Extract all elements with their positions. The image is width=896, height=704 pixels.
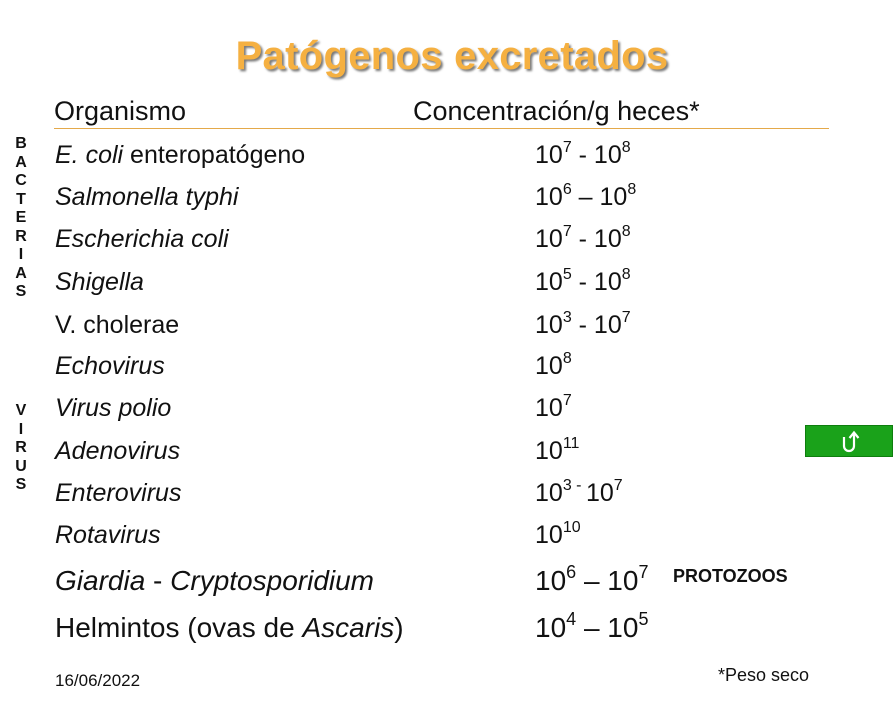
concentration-base: 10	[535, 311, 563, 339]
organism-name-part: Cryptosporidium	[170, 565, 375, 596]
organism-name	[55, 479, 181, 508]
concentration-base: 10	[535, 268, 563, 296]
concentration-base: 10	[535, 225, 563, 253]
header-divider	[54, 128, 829, 129]
organism-name-part: Giardia	[55, 565, 146, 596]
concentration-base: 10	[535, 612, 567, 643]
side-letter: E	[15, 209, 27, 226]
organism-name-part: Echovirus	[55, 352, 165, 380]
table-row	[0, 437, 896, 479]
slide-date: 16/06/2022	[55, 671, 141, 690]
concentration-value	[535, 311, 631, 340]
table-row	[0, 352, 896, 394]
concentration-value	[535, 183, 636, 212]
concentration-value	[535, 394, 572, 423]
concentration-base: – 10	[576, 612, 639, 643]
organism-name-part: Virus polio	[55, 394, 172, 422]
side-letter: A	[15, 153, 27, 171]
organism-name-part: Shigella	[55, 268, 144, 296]
concentration-base: 10	[535, 352, 563, 380]
table-row	[0, 521, 896, 563]
organism-name-part: Escherichia coli	[55, 225, 229, 253]
organism-name-part: enteropatógeno	[123, 141, 306, 169]
table-row	[0, 609, 896, 654]
column-header-concentracion: Concentración/g heces*	[413, 96, 700, 126]
concentration-exponent: 7	[621, 309, 631, 326]
concentration-exponent: 8	[621, 139, 631, 156]
table-row	[0, 479, 896, 521]
side-letter: B	[15, 135, 27, 152]
table-row	[0, 394, 896, 436]
concentration-value	[535, 562, 649, 597]
side-letter: R	[15, 227, 27, 245]
organism-name	[55, 394, 171, 423]
concentration-exponent: 11	[562, 435, 580, 452]
concentration-exponent: 8	[621, 266, 631, 283]
organism-name-part: V. cholerae	[55, 311, 180, 339]
table-row	[0, 311, 896, 353]
concentration-exponent: 6	[562, 181, 572, 198]
concentration-base: 10	[535, 141, 563, 169]
concentration-base: - 10	[571, 141, 622, 169]
concentration-base: – 10	[576, 565, 639, 596]
concentration-exponent: 6	[566, 562, 577, 582]
concentration-base: 10	[585, 479, 614, 507]
column-header-organismo: Organismo	[54, 96, 187, 126]
concentration-exponent: 8	[562, 350, 572, 367]
concentration-exponent: 7	[562, 139, 572, 156]
concentration-base: – 10	[571, 183, 628, 211]
side-letter: V	[15, 402, 27, 419]
side-letter: T	[16, 190, 26, 208]
side-letter: I	[18, 420, 24, 438]
concentration-exponent: 5	[638, 609, 649, 629]
concentration-base: 10	[535, 565, 567, 596]
side-letter: S	[15, 476, 27, 493]
concentration-base: - 10	[571, 311, 622, 339]
concentration-base: 10	[535, 521, 563, 549]
concentration-exponent: 8	[627, 181, 637, 198]
concentration-exponent: 4	[566, 609, 577, 629]
organism-name-part: Rotavirus	[55, 521, 161, 549]
concentration-exponent: 3 -	[562, 477, 586, 494]
concentration-value	[535, 141, 631, 170]
concentration-base: 10	[535, 183, 563, 211]
concentration-base: 10	[535, 479, 563, 507]
organism-name-part: Helmintos (ovas de	[55, 612, 303, 643]
organism-name	[55, 565, 374, 597]
side-letter: S	[15, 283, 27, 300]
side-letter: R	[15, 439, 27, 456]
organism-name	[55, 612, 404, 644]
concentration-exponent: 7	[638, 562, 649, 582]
concentration-value	[535, 479, 623, 508]
concentration-exponent: 7	[562, 392, 572, 409]
side-letter: C	[15, 172, 27, 189]
concentration-value	[535, 268, 631, 297]
concentration-exponent: 8	[621, 223, 631, 240]
table-row	[0, 183, 896, 225]
footnote: *Peso seco	[718, 665, 810, 685]
organism-name-part: Salmonella typhi	[55, 183, 239, 211]
concentration-value	[535, 521, 581, 550]
concentration-base: 10	[535, 394, 563, 422]
side-letter: A	[15, 264, 27, 282]
concentration-base: - 10	[571, 225, 622, 253]
organism-name-part: )	[394, 612, 404, 643]
organism-name	[55, 352, 165, 381]
organism-name	[55, 311, 179, 340]
concentration-value	[535, 225, 631, 254]
concentration-exponent: 7	[613, 477, 623, 494]
concentration-value	[535, 437, 579, 466]
organism-name	[55, 521, 161, 550]
slide-title: Patógenos excretados	[235, 34, 669, 78]
organism-name	[55, 268, 144, 297]
table-row	[0, 141, 896, 183]
concentration-base: 10	[535, 437, 563, 465]
organism-name-part: E. coli	[55, 141, 124, 169]
table-row	[0, 268, 896, 310]
concentration-base: - 10	[571, 268, 622, 296]
concentration-exponent: 7	[562, 223, 572, 240]
concentration-value	[535, 352, 572, 381]
side-letter: U	[15, 457, 27, 475]
organism-name	[55, 437, 180, 466]
organism-name-part: Ascaris	[302, 612, 395, 643]
organism-name	[55, 225, 229, 254]
concentration-value	[535, 609, 649, 644]
organism-name-part: -	[145, 565, 171, 596]
concentration-exponent: 5	[562, 266, 572, 283]
side-letter: I	[18, 246, 24, 263]
organism-name	[55, 183, 238, 212]
return-up-arrow-icon	[836, 428, 862, 454]
organism-name-part: Enterovirus	[55, 479, 182, 507]
concentration-exponent: 3	[562, 309, 572, 326]
organism-name-part: Adenovirus	[55, 437, 181, 465]
return-button[interactable]	[805, 425, 893, 457]
organism-name	[55, 141, 305, 170]
protozoos-label: PROTOZOOS	[673, 566, 788, 586]
concentration-exponent: 10	[562, 519, 581, 536]
table-row	[0, 225, 896, 267]
